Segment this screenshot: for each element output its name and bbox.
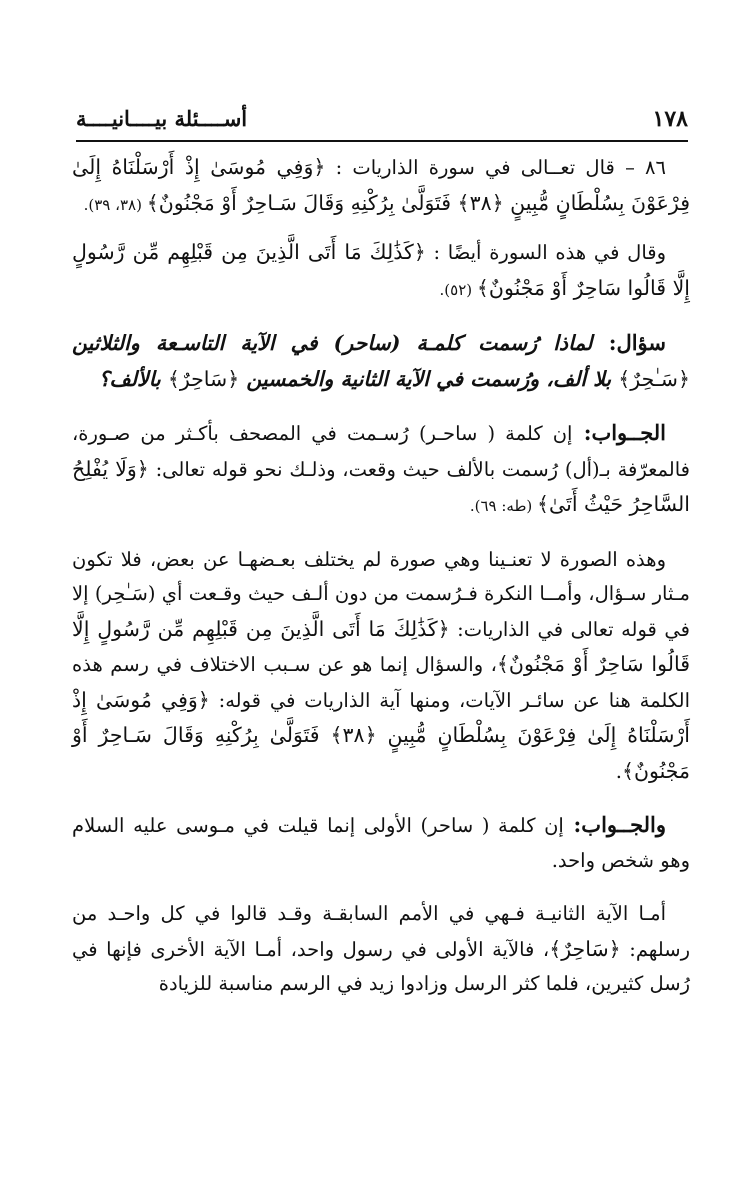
explanation-text: . (615, 759, 622, 783)
quran-word-sahir-no-alif: ﴿سَـٰحِرٌ﴾ (618, 366, 690, 391)
spacer (72, 307, 690, 326)
question-text: بلا ألف، ورُسمت في الآية الثانية والخمسين (239, 366, 619, 391)
answer-paragraph-2 (72, 808, 690, 878)
answer-paragraph-1 (72, 416, 690, 524)
spacer (72, 397, 690, 416)
answer-label: والجــواب: (563, 812, 666, 837)
quran-quote-taha-69: ﴿وَلَا يُفْلِحُ السَّاحِرُ حَيْثُ أَتَىٰ﴾ (72, 456, 690, 516)
quran-word-sahir-alif: ﴿سَاحِرٌ﴾ (549, 936, 621, 961)
spacer (72, 524, 690, 543)
paragraph-sura-quote (72, 235, 690, 307)
answer-label: الجــواب: (572, 420, 666, 445)
conclusion-text: ، فالآية الأولى في رسول واحد، أمـا الآية الأخرى فإنها في رُسل كثيرين، فلما كثر الرسل وزادوا زيد في الرسم مناسبة للزيادة (72, 937, 690, 995)
spacer (72, 222, 690, 235)
page-body (72, 150, 690, 1002)
quran-quote-dhariyat-38-39: ﴿وَفِي مُوسَىٰ إِذْ أَرْسَلْنَاهُ إِلَىٰ فِرْعَوْنَ بِسُلْطَانٍ مُّبِينٍ ﴿٣٨﴾ فَتَوَلَّىٰ بِرُكْنِهِ وَقَالَ سَـاحِرٌ أَوْ مَجْنُونٌ﴾ (72, 155, 690, 215)
quran-quote-dhariyat-52: ﴿كَذَٰلِكَ مَا أَتَى الَّذِينَ مِن قَبْلِهِم مِّن رَّسُولٍ إِلَّا قَالُوا سَاحِرٌ أَوْ مَجْنُونٌ﴾ (72, 616, 690, 676)
question-paragraph (72, 326, 690, 397)
paragraph-intro: وقال في هذه السورة أيضًا : (425, 241, 667, 264)
verse-reference: (٣٨، ٣٩). (83, 195, 147, 214)
conclusion-text: أمـا الآية الثانيـة فـهي في الأمم السابقـة وقـد قالوا في كل واحـد من رسلهم: (72, 902, 690, 961)
explanation-text: ، والسؤال إنما هو عن سـبب الاختلاف في رسم هذه الكلمة هنا عن سائـر الآيات، ومنها آية الذاريات في قوله: (72, 653, 690, 712)
header-rule (76, 140, 688, 142)
paragraph-explanation (72, 543, 690, 790)
answer-text: إن كلمة ( ساحر) الأولى إنما قيلت في مـوسى عليه السلام وهو شخص واحد. (72, 814, 690, 872)
explanation-text: وهذه الصورة لا تعنـينا وهي صورة لم يختلف بعـضهـا عن بعض، فلا تكون مـثار سـؤال، وأمــا النكرة فـرُسمت من دون ألـف حيث وقـعت أي (سَـٰحِر) إلا في قوله تعالى في الذاريات: (72, 547, 690, 641)
quran-word-sahir-alif: ﴿سَاحِرٌ﴾ (167, 366, 240, 391)
quran-quote-dhariyat-52: ﴿كَذَٰلِكَ مَا أَتَى الَّذِينَ مِن قَبْلِهِم مِّن رَّسُولٍ إِلَّا قَالُوا سَاحِرٌ أَوْ مَجْنُونٌ﴾ (72, 240, 690, 300)
page-header (76, 104, 688, 144)
question-text: لماذا رُسمت كلمـة (ساحر) في الآية التاسـعة والثلاثين (72, 331, 593, 355)
paragraph-conclusion (72, 897, 690, 1002)
running-title: أســــئلة بيــــانيــــة (76, 106, 248, 131)
question-label: سؤال: (592, 330, 667, 355)
verse-reference: (٥٢). (439, 280, 477, 299)
paragraph-86-intro: ٨٦ – قال تعــالى في سورة الذاريات : (325, 156, 666, 179)
spacer (72, 878, 690, 897)
quran-quote-dhariyat-38-39: ﴿وَفِي مُوسَىٰ إِذْ أَرْسَلْنَاهُ إِلَىٰ فِرْعَوْنَ بِسُلْطَانٍ مُّبِينٍ ﴿٣٨﴾ فَتَوَلَّىٰ بِرُكْنِهِ وَقَالَ سَـاحِرٌ أَوْ مَجْنُونٌ﴾ (72, 687, 690, 783)
answer-text: إن كلمة ( ساحـر) رُسـمت في المصحف بأكـثر من صـورة، فالمعرّفة بـ(أل) رُسمت بالألف حيث وقعت، وذلـك نحو قوله تعالى: (72, 422, 690, 481)
spacer (72, 789, 690, 808)
paragraph-86 (72, 150, 690, 222)
question-text: بالألف؟ (98, 366, 168, 391)
verse-reference: (طه: ٦٩). (469, 497, 538, 515)
page-number: ١٧٨ (652, 106, 688, 132)
